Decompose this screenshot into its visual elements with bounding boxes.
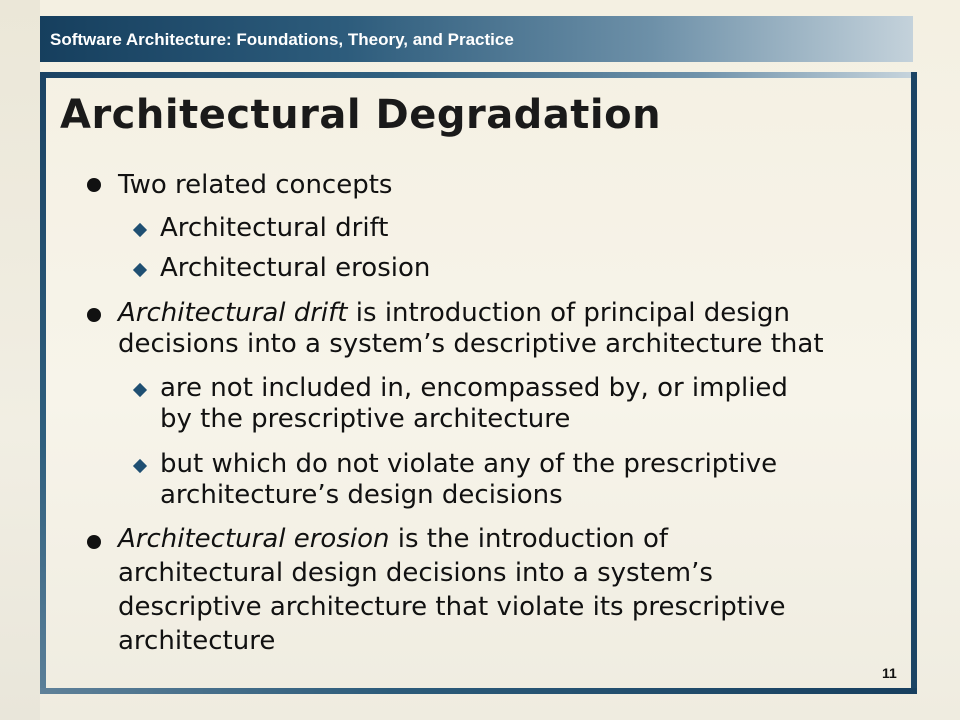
page-number: 11 (882, 665, 897, 681)
bullet-text-line (118, 523, 668, 555)
course-title: Software Architecture: Foundations, Theory, and Practice (50, 30, 514, 49)
term-architectural-erosion: Architectural erosion (118, 524, 390, 554)
bullet-text-line: descriptive architecture that violate its prescriptive (118, 592, 786, 622)
diamond-bullet-icon (133, 263, 147, 277)
round-bullet-icon (87, 535, 101, 549)
term-architectural-drift: Architectural drift (118, 298, 348, 328)
bullet-text-line (118, 297, 790, 329)
bullet-text-line: architecture (118, 626, 276, 656)
diamond-bullet-icon (133, 459, 147, 473)
diamond-bullet-icon (133, 383, 147, 397)
bullet-text-rest: is the introduction of (389, 524, 669, 554)
diamond-bullet-icon (133, 223, 147, 237)
sub-bullet-text: Architectural erosion (160, 253, 431, 283)
sub-bullet-text-line: architecture’s design decisions (160, 480, 563, 510)
bullet-text-line: architectural design decisions into a system’s (118, 558, 713, 588)
sub-bullet-text-line: are not included in, encompassed by, or implied (160, 373, 788, 403)
round-bullet-icon (87, 308, 101, 322)
round-bullet-icon (87, 178, 101, 192)
sub-bullet-text-line: but which do not violate any of the prescriptive (160, 449, 778, 479)
sub-bullet-text-line: by the prescriptive architecture (160, 404, 571, 434)
sub-bullet-text: Architectural drift (160, 213, 389, 243)
bullet-text-rest: is introduction of principal design (347, 298, 790, 328)
bullet-text: Two related concepts (118, 170, 393, 200)
bullet-text-line: decisions into a system’s descriptive architecture that (118, 329, 824, 359)
slide-title: Architectural Degradation (60, 92, 662, 138)
